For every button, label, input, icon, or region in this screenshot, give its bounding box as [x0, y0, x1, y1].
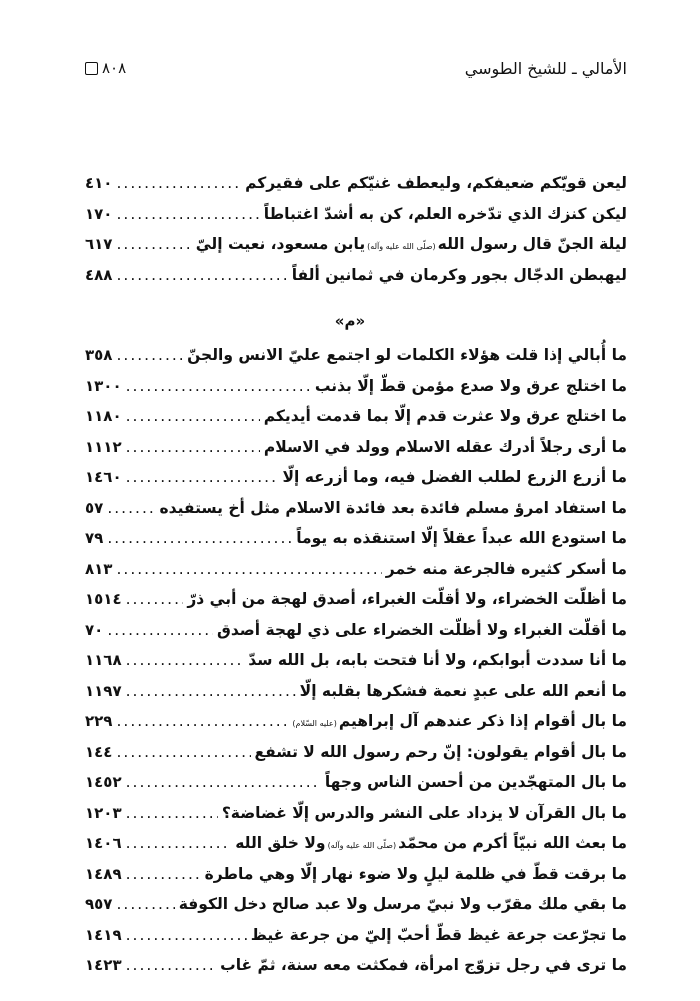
entry-phrase: ما أنا سددت أبوابكم، ولا أنا فتحت بابه، بل الله سدّ [248, 651, 627, 670]
entry-page-number: ١٣٠٠ [85, 376, 122, 395]
page-number [85, 59, 126, 77]
entry-phrase: ما بال القرآن لا يزداد على النشر والدرس إلّا غضاضة؟ [221, 803, 627, 822]
index-entry [85, 401, 627, 432]
entry-page-number: ٧٠ [85, 620, 104, 639]
entry-phrase: ما أنعم الله على عبدٍ نعمة فشكرها بقلبه إلّا [299, 681, 627, 700]
entry-text [264, 205, 627, 223]
entry-page-number: ١٧٠ [85, 204, 113, 223]
index-entry [85, 828, 627, 859]
dot-leader [126, 590, 184, 608]
square-icon [85, 62, 98, 75]
entry-page-number: ١١٨٠ [85, 407, 122, 426]
index-entry [85, 798, 627, 829]
dot-leader [126, 804, 218, 822]
entry-page-number: ٦١٧ [85, 235, 113, 254]
honorific: (صلّى الله عليه وآله) [327, 841, 397, 851]
index-entry [85, 554, 627, 585]
entry-phrase: ما بال أقوام يقولون: إنّ رحم رسول الله لا تشفع [254, 742, 627, 761]
page-number-text: ٨٠٨ [102, 59, 127, 77]
entry-phrase: ما بقي ملك مقرّب ولا نبيّ مرسل ولا عبد صالح دخل الكوفة [178, 895, 627, 914]
entry-phrase-continued: ولا خلق الله [235, 834, 326, 853]
entry-phrase: ما أرى رجلاً أدرك عقله الاسلام وولد في الاسلام [263, 437, 627, 456]
entry-phrase: ما أقلّت الغبراء ولا أظلّت الخضراء على ذي لهجة أصدق [216, 620, 627, 639]
index-entry [85, 615, 627, 646]
index-entry [85, 767, 627, 798]
entry-page-number: ١٥١٤ [85, 590, 122, 609]
page-header [85, 55, 627, 81]
entry-page-number: ١١١٢ [85, 437, 122, 456]
entry-text [264, 407, 627, 425]
dot-leader [116, 266, 287, 284]
entry-text [187, 346, 627, 364]
index-entry [85, 371, 627, 402]
entry-text [251, 926, 627, 944]
index-entry [85, 706, 627, 737]
index-entry [85, 432, 627, 463]
entry-page-number: ١٤٤ [85, 742, 113, 761]
entry-phrase: ليلة الجنّ قال رسول الله [437, 235, 627, 254]
entry-page-number: ١٤٢٣ [85, 956, 122, 975]
entry-phrase: ما استودع الله عبداً عقلاً إلّا استنقذه به يوماً [296, 529, 627, 548]
index-entry [85, 229, 627, 260]
dot-leader [116, 235, 191, 253]
entry-text [292, 266, 627, 284]
entry-page-number: ١١٦٨ [85, 651, 122, 670]
honorific: (عليه السّلام) [292, 719, 337, 729]
dot-leader [116, 712, 286, 730]
dot-leader [116, 205, 259, 223]
entry-phrase: ما ترى في رجل تزوّج امرأة، فمكثت معه سنة، ثمّ غاب [220, 956, 627, 975]
entry-page-number: ٥٧ [85, 498, 104, 517]
entry-text [222, 804, 627, 822]
entry-text [283, 468, 628, 486]
index-entry [85, 462, 627, 493]
entry-text [187, 590, 627, 608]
entry-text [296, 529, 627, 547]
entry-phrase: ما اختلج عرق ولا عثرت قدم إلّا بما قدمت أيديكم [263, 407, 627, 426]
index-group-lam [85, 168, 627, 290]
entry-page-number: ١٤٦٠ [85, 468, 122, 487]
dot-leader [126, 377, 311, 395]
dot-leader [126, 407, 260, 425]
entry-text [290, 712, 627, 730]
entry-page-number: ٧٩ [85, 529, 104, 548]
entry-phrase: ليكن كنزك الذي تدّخره العلم، كن به أشدّ اغتباطاً [263, 204, 627, 223]
entry-text [205, 865, 627, 883]
entry-phrase-continued: يابن مسعود، نعيت إليّ [195, 235, 366, 254]
entry-page-number: ٩٥٧ [85, 895, 113, 914]
index-entry [85, 645, 627, 676]
entry-text [248, 651, 627, 669]
entry-text [255, 743, 627, 761]
entry-text [196, 235, 627, 253]
entry-page-number: ١٤٨٩ [85, 864, 122, 883]
index-entry [85, 859, 627, 890]
entry-phrase: ليهبطن الدجّال بجور وكرمان في ثمانين ألفاً [291, 265, 627, 284]
dot-leader [126, 865, 201, 883]
entry-phrase: ما أظلّت الخضراء، ولا أقلّت الغبراء، أصدق لهجة من أبي ذرّ [187, 590, 627, 609]
index-group-mim [85, 340, 627, 981]
index-entry [85, 889, 627, 920]
entry-phrase: ما أُبالي إذا قلت هؤلاء الكلمات لو اجتمع عليّ الانس والجنّ [187, 346, 627, 365]
entry-text [159, 499, 627, 517]
dot-leader [116, 743, 250, 761]
entry-phrase: ما بال المتهجّدين من أحسن الناس وجهاً [324, 773, 627, 792]
dot-leader [116, 174, 241, 192]
entry-page-number: ١٤٠٦ [85, 834, 122, 853]
dot-leader [126, 926, 247, 944]
entry-phrase: ما تجرّعت جرعة غيظ قطّ أحبّ إليّ من جرعة غيظ [250, 925, 627, 944]
index-entry [85, 676, 627, 707]
dot-leader [107, 529, 292, 547]
entry-page-number: ١٤١٩ [85, 925, 122, 944]
entry-phrase: ما برقت قطّ في ظلمة ليلٍ ولا ضوء نهار إلّا وهي ماطرة [204, 864, 627, 883]
dot-leader [116, 560, 381, 578]
dot-leader [126, 438, 260, 456]
book-title: الأمالي ـ للشيخ الطوسي [464, 58, 627, 78]
dot-leader [116, 895, 174, 913]
index-entry [85, 199, 627, 230]
index-entry [85, 523, 627, 554]
dot-leader [126, 834, 232, 852]
dot-leader [126, 651, 245, 669]
entry-page-number: ٢٢٩ [85, 712, 113, 731]
entry-phrase: ما اختلج عرق ولا صدع مؤمن قطّ إلّا بذنب [314, 376, 627, 395]
dot-leader [126, 956, 217, 974]
entry-text [315, 377, 627, 395]
entry-page-number: ٤٨٨ [85, 265, 113, 284]
entry-phrase: ما استفاد امرؤ مسلم فائدة بعد فائدة الاسلام مثل أخ يستفيده [159, 498, 627, 517]
entry-text [245, 174, 627, 192]
entry-phrase: ما أزرع الزرع لطلب الفضل فيه، وما أزرعه إلّا [282, 468, 627, 487]
entry-page-number: ١٤٥٢ [85, 773, 122, 792]
honorific: (صلّى الله عليه وآله) [367, 242, 436, 252]
index-entry [85, 737, 627, 768]
entry-text [217, 621, 627, 639]
entry-phrase: ما بعث الله نبيّاً أكرم من محمّد [398, 834, 627, 853]
index-entry [85, 584, 627, 615]
entry-text [325, 773, 627, 791]
entry-phrase: ما أسكر كثيره فالجرعة منه خمر [385, 559, 627, 578]
dot-leader [126, 468, 279, 486]
entry-page-number: ١٢٠٣ [85, 803, 122, 822]
index-entry [85, 260, 627, 291]
entry-page-number: ٣٥٨ [85, 346, 113, 365]
entry-text [264, 438, 627, 456]
entry-page-number: ٨١٣ [85, 559, 113, 578]
entry-text [386, 560, 627, 578]
entry-phrase: ليعن قويّكم ضعيفكم، وليعطف غنيّكم على فقيركم [245, 174, 627, 193]
dot-leader [126, 682, 296, 700]
index-entry [85, 493, 627, 524]
index-entry [85, 340, 627, 371]
entry-phrase: ما بال أقوام إذا ذكر عندهم آل إبراهيم [338, 712, 627, 731]
index-entry [85, 168, 627, 199]
dot-leader [107, 621, 213, 639]
entry-text [179, 895, 627, 913]
entry-page-number: ١١٩٧ [85, 681, 122, 700]
section-heading: «م» [334, 312, 366, 330]
index-entry [85, 920, 627, 951]
dot-leader [107, 499, 155, 517]
entry-text [300, 682, 627, 700]
entry-text [235, 834, 627, 852]
entry-page-number: ٤١٠ [85, 174, 113, 193]
dot-leader [116, 346, 183, 364]
index-entry [85, 950, 627, 981]
dot-leader [126, 773, 321, 791]
entry-text [220, 956, 627, 974]
